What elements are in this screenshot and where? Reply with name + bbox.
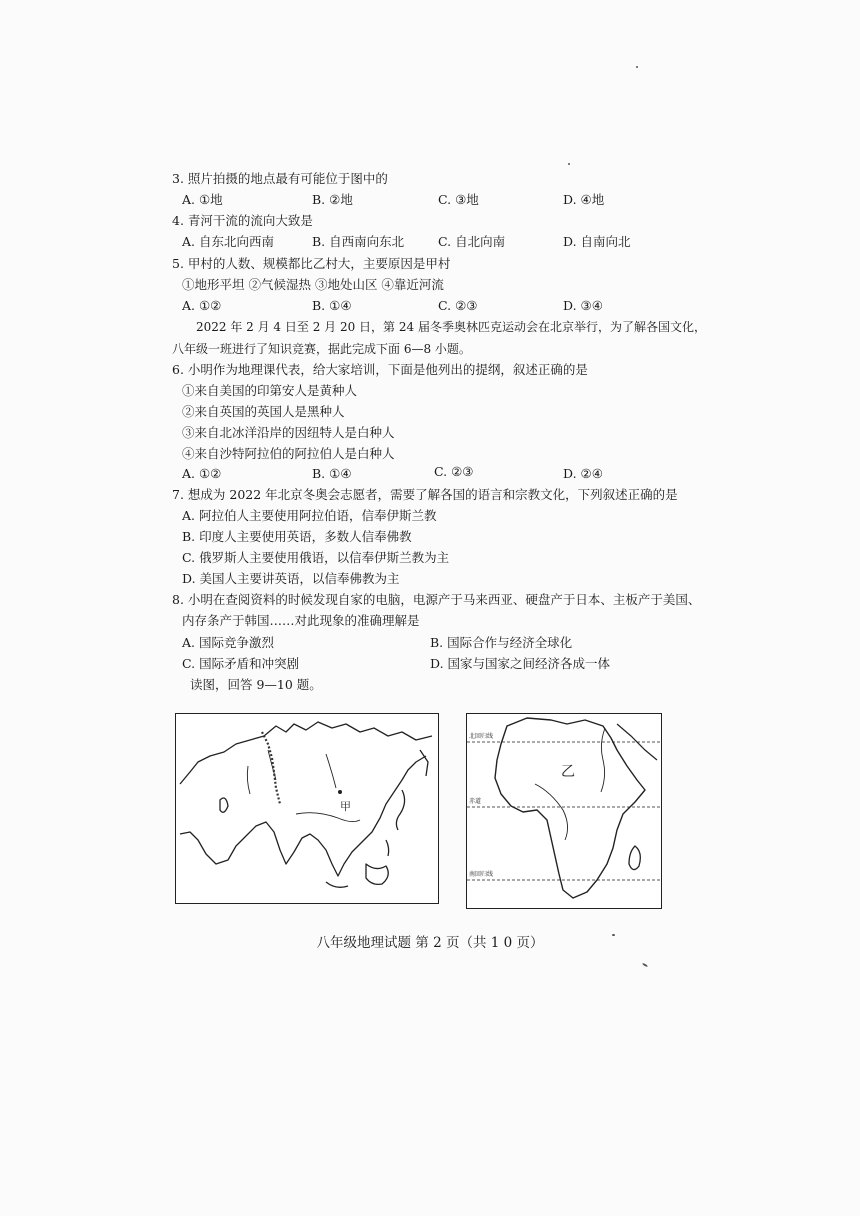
q8-option-a: A. 国际竞争激烈 [182,635,274,650]
intro-line-1: 2022 年 2 月 4 日至 2 月 20 日，第 24 届冬季奥林匹克运动会在北京举行，为了解各国文化， [196,320,706,334]
tropic-of-capricorn-label: 南回归线 [469,871,494,878]
q7-option-c: C. 俄罗斯人主要使用俄语，以信奉伊斯兰教为主 [182,550,450,565]
q3-stem: 3. 照片拍摄的地点最有可能位于图中的 [172,171,388,186]
q7-option-a: A. 阿拉伯人主要使用阿拉伯语，信奉伊斯兰教 [182,508,437,523]
africa-map [466,713,662,909]
asia-map [175,713,439,904]
q3-option-b: B. ②地 [312,192,353,207]
q3-option-d: D. ④地 [563,192,605,207]
scan-speck [642,963,648,968]
q6-option-a: A. ①② [182,466,222,481]
q7-option-b: B. 印度人主要使用英语，多数人信奉佛教 [182,529,412,544]
q6-item-2: ②来自英国的英国人是黑种人 [182,404,345,419]
page-footer: 八年级地理试题 第 2 页（共 1 0 页） [316,935,544,951]
africa-map-drawing [467,714,661,908]
q4-option-c: C. 自北向南 [438,234,506,249]
asia-map-drawing [176,714,438,903]
q6-option-b: B. ①④ [312,466,352,481]
q7-option-d: D. 美国人主要讲英语，以信奉佛教为主 [182,571,400,586]
q8-option-d: D. 国家与国家之间经济各成一体 [430,656,611,671]
q5-option-d: D. ③④ [563,298,603,313]
q6-stem: 6. 小明作为地理课代表，给大家培训，下面是他列出的提纲，叙述正确的是 [172,362,588,377]
q6-option-c: C. ②③ [434,464,474,479]
q5-option-a: A. ①② [182,298,222,313]
intro-line-2: 八年级一班进行了知识竞赛，据此完成下面 6—8 小题。 [172,342,471,356]
scan-speck [636,66,638,68]
q4-stem: 4. 青河干流的流向大致是 [172,213,313,228]
q6-option-d: D. ②④ [563,466,603,481]
q3-option-c: C. ③地 [438,192,479,207]
q8-stem-line-1: 8. 小明在查阅资料的时候发现自家的电脑，电源产于马来西亚、硬盘产于日本、主板产于美国、 [172,592,701,607]
q6-item-3: ③来自北冰洋沿岸的因纽特人是白种人 [182,425,395,440]
q6-item-4: ④来自沙特阿拉伯的阿拉伯人是白种人 [182,446,395,461]
q8-stem-line-2: 内存条产于韩国……对此现象的准确理解是 [182,613,420,628]
scan-speck [612,934,615,936]
q4-option-a: A. 自东北向西南 [182,234,274,249]
asia-map-label: 甲 [340,800,351,813]
q7-stem: 7. 想成为 2022 年北京冬奥会志愿者，需要了解各国的语言和宗教文化，下列叙述正确的是 [172,487,678,502]
q5-option-c: C. ②③ [438,298,478,313]
q5-option-b: B. ①④ [312,298,352,313]
q8-option-c: C. 国际矛盾和冲突剧 [182,656,300,671]
q6-item-1: ①来自美国的印第安人是黄种人 [182,383,358,398]
tropic-of-cancer-label: 北回归线 [469,733,494,740]
africa-map-label: 乙 [561,764,575,780]
q8-option-b: B. 国际合作与经济全球化 [430,635,573,650]
q4-option-b: B. 自西南向东北 [312,234,405,249]
q3-option-a: A. ①地 [182,192,223,207]
read-map-instruction: 读图，回答 9—10 题。 [190,677,322,692]
equator-label: 赤道 [469,798,482,805]
scan-speck [568,163,570,165]
q4-option-d: D. 自南向北 [563,234,631,249]
q5-stem: 5. 甲村的人数、规模都比乙村大，主要原因是甲村 [172,256,451,271]
q5-items: ①地形平坦 ②气候湿热 ③地处山区 ④靠近河流 [182,277,444,292]
